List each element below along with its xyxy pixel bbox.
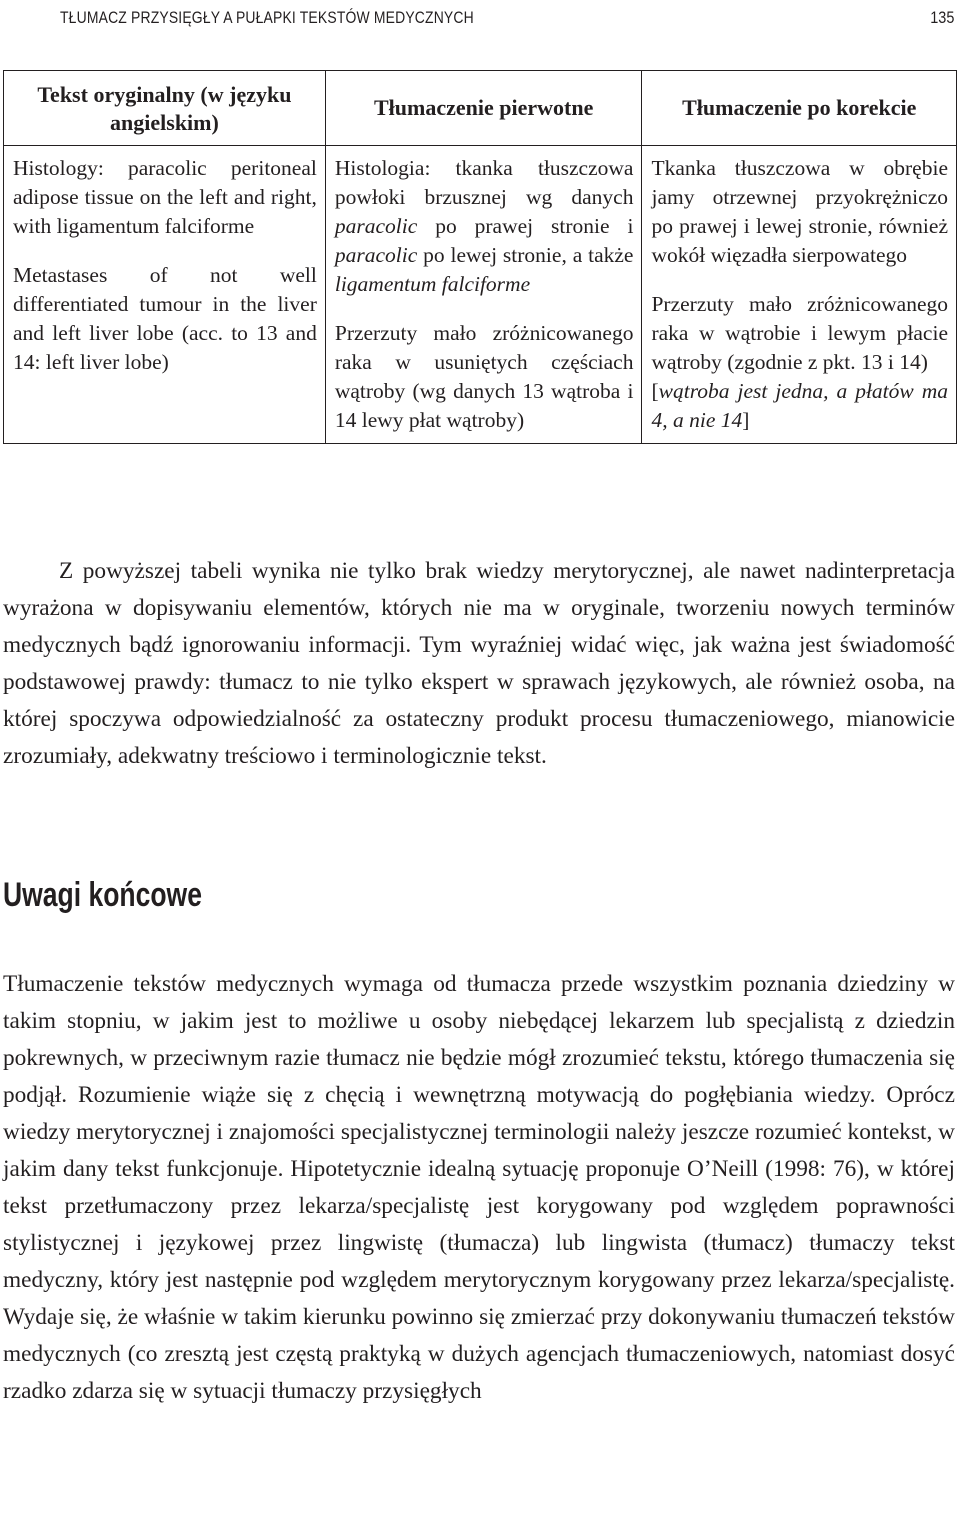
original-row-2: Metastases of not well differentiated tumour in the liver and left liver lobe (acc. to 13 and 14: left liver lobe) bbox=[13, 263, 317, 374]
body-paragraph: Z powyższej tabeli wynika nie tylko brak wiedzy merytorycznej, ale nawet nadinterpretacja wyrażona w dopisywaniu elementów, których nie ma w oryginale, tworzeniu nowych terminów medycznych bądź ignorowaniu informacji. Tym wyraźniej widać więc, jak ważna jest świadomość podstawowej prawdy: tłumacz to nie tylko ekspert w sprawach językowych, ale również osoba, na której spoczywa odpowiedzialność za ostateczny produkt procesu tłumaczeniowego, mianowicie zrozumiały, adekwatny treściowo i terminologicznie tekst. bbox=[3, 558, 955, 769]
table-row bbox=[4, 146, 957, 444]
text-segment: po lewej stronie, a także bbox=[417, 243, 634, 267]
running-title: TŁUMACZ PRZYSIĘGŁY A PUŁAPKI TEKSTÓW MEDYCZNYCH bbox=[60, 8, 474, 27]
original-row-1: Histology: paracolic peritoneal adipose tissue on the left and right, with ligamentum falciforme bbox=[13, 156, 317, 238]
text-segment: Przerzuty mało zróżnicowanego raka w wątrobie i lewym płacie wątroby (zgodnie z pkt. 13 i 14) bbox=[651, 292, 948, 374]
italic-term: paracolic bbox=[334, 243, 418, 267]
running-header bbox=[6, 6, 954, 32]
first-translation-row-2: Przerzuty mało zróżnicowanego raka w usuniętych częściach wątroby (wg danych 13 wątroba i 14 lewy płat wątroby) bbox=[334, 321, 634, 432]
cell-first-translation bbox=[325, 146, 642, 444]
bracket: [ bbox=[651, 379, 659, 403]
header-corrected-translation: Tłumaczenie po korekcie bbox=[642, 71, 957, 146]
bracket: ] bbox=[742, 408, 750, 432]
section-heading: Uwagi końcowe bbox=[3, 876, 202, 914]
text-segment: Histologia: tkanka tłuszczowa powłoki brzusznej wg danych bbox=[334, 156, 634, 209]
body-paragraph: Tłumaczenie tekstów medycznych wymaga od tłumacza przede wszystkim poznania dziedziny w takim stopniu, w jakim jest to możliwe u osoby niebędącej lekarzem lub specjalistą z dziedzin pokrewnych, w przeciwnym razie tłumacz nie będzie mógł zrozumieć tekstu, którego tłumaczenia się podjął. Rozumienie wiąże się z chęcią i wewnętrzną motywacją do pogłębiania wiedzy. Oprócz wiedzy merytorycznej i znajomości specjalistycznej terminologii należy jeszcze rozumieć kontekst, w jakim dany tekst funkcjonuje. Hipotetycznie idealną sytuację proponuje O’Neill (1998: 76), w której tekst przetłumaczony przez lekarza/specjalistę jest korygowany pod względem poprawności stylistycznej i językowej przez lingwistę (tłumacza) lub lingwista (tłumacz) tłumaczy tekst medyczny, który jest następnie pod względem merytorycznym korygowany przez lekarza/specjalistę. Wydaje się, że właśnie w takim kierunku powinno się zmierzać przy dokonywaniu tłumaczeń tekstów medycznych (co zresztą jest częstą praktyką w dużych agencjach tłumaczeniowych, natomiast dosyć rzadko zdarza się w sytuacji tłumaczy przysięgłych bbox=[3, 971, 955, 1404]
cell-corrected-translation bbox=[642, 146, 957, 444]
header-original-text: Tekst oryginalny (w języku angielskim) bbox=[4, 71, 326, 146]
corrected-translation-row-2 bbox=[651, 290, 948, 435]
italic-term: ligamentum falciforme bbox=[334, 272, 531, 296]
cell-original bbox=[4, 146, 326, 444]
text-segment: po prawej stronie i bbox=[417, 214, 634, 238]
corrected-translation-row-1: Tkanka tłuszczowa w obrębie jamy otrzewnej przyokrężniczo po prawej i lewej stronie, również wokół więzadła sierpowatego bbox=[651, 156, 948, 267]
first-translation-row-1 bbox=[335, 154, 634, 299]
table-header-row bbox=[4, 71, 957, 146]
page-number: 135 bbox=[929, 8, 954, 27]
italic-note: wątroba jest jedna, a płatów ma 4, a nie 14 bbox=[651, 379, 948, 432]
italic-term: paracolic bbox=[334, 214, 418, 238]
translation-comparison-table bbox=[3, 70, 957, 444]
header-first-translation: Tłumaczenie pierwotne bbox=[325, 71, 642, 146]
